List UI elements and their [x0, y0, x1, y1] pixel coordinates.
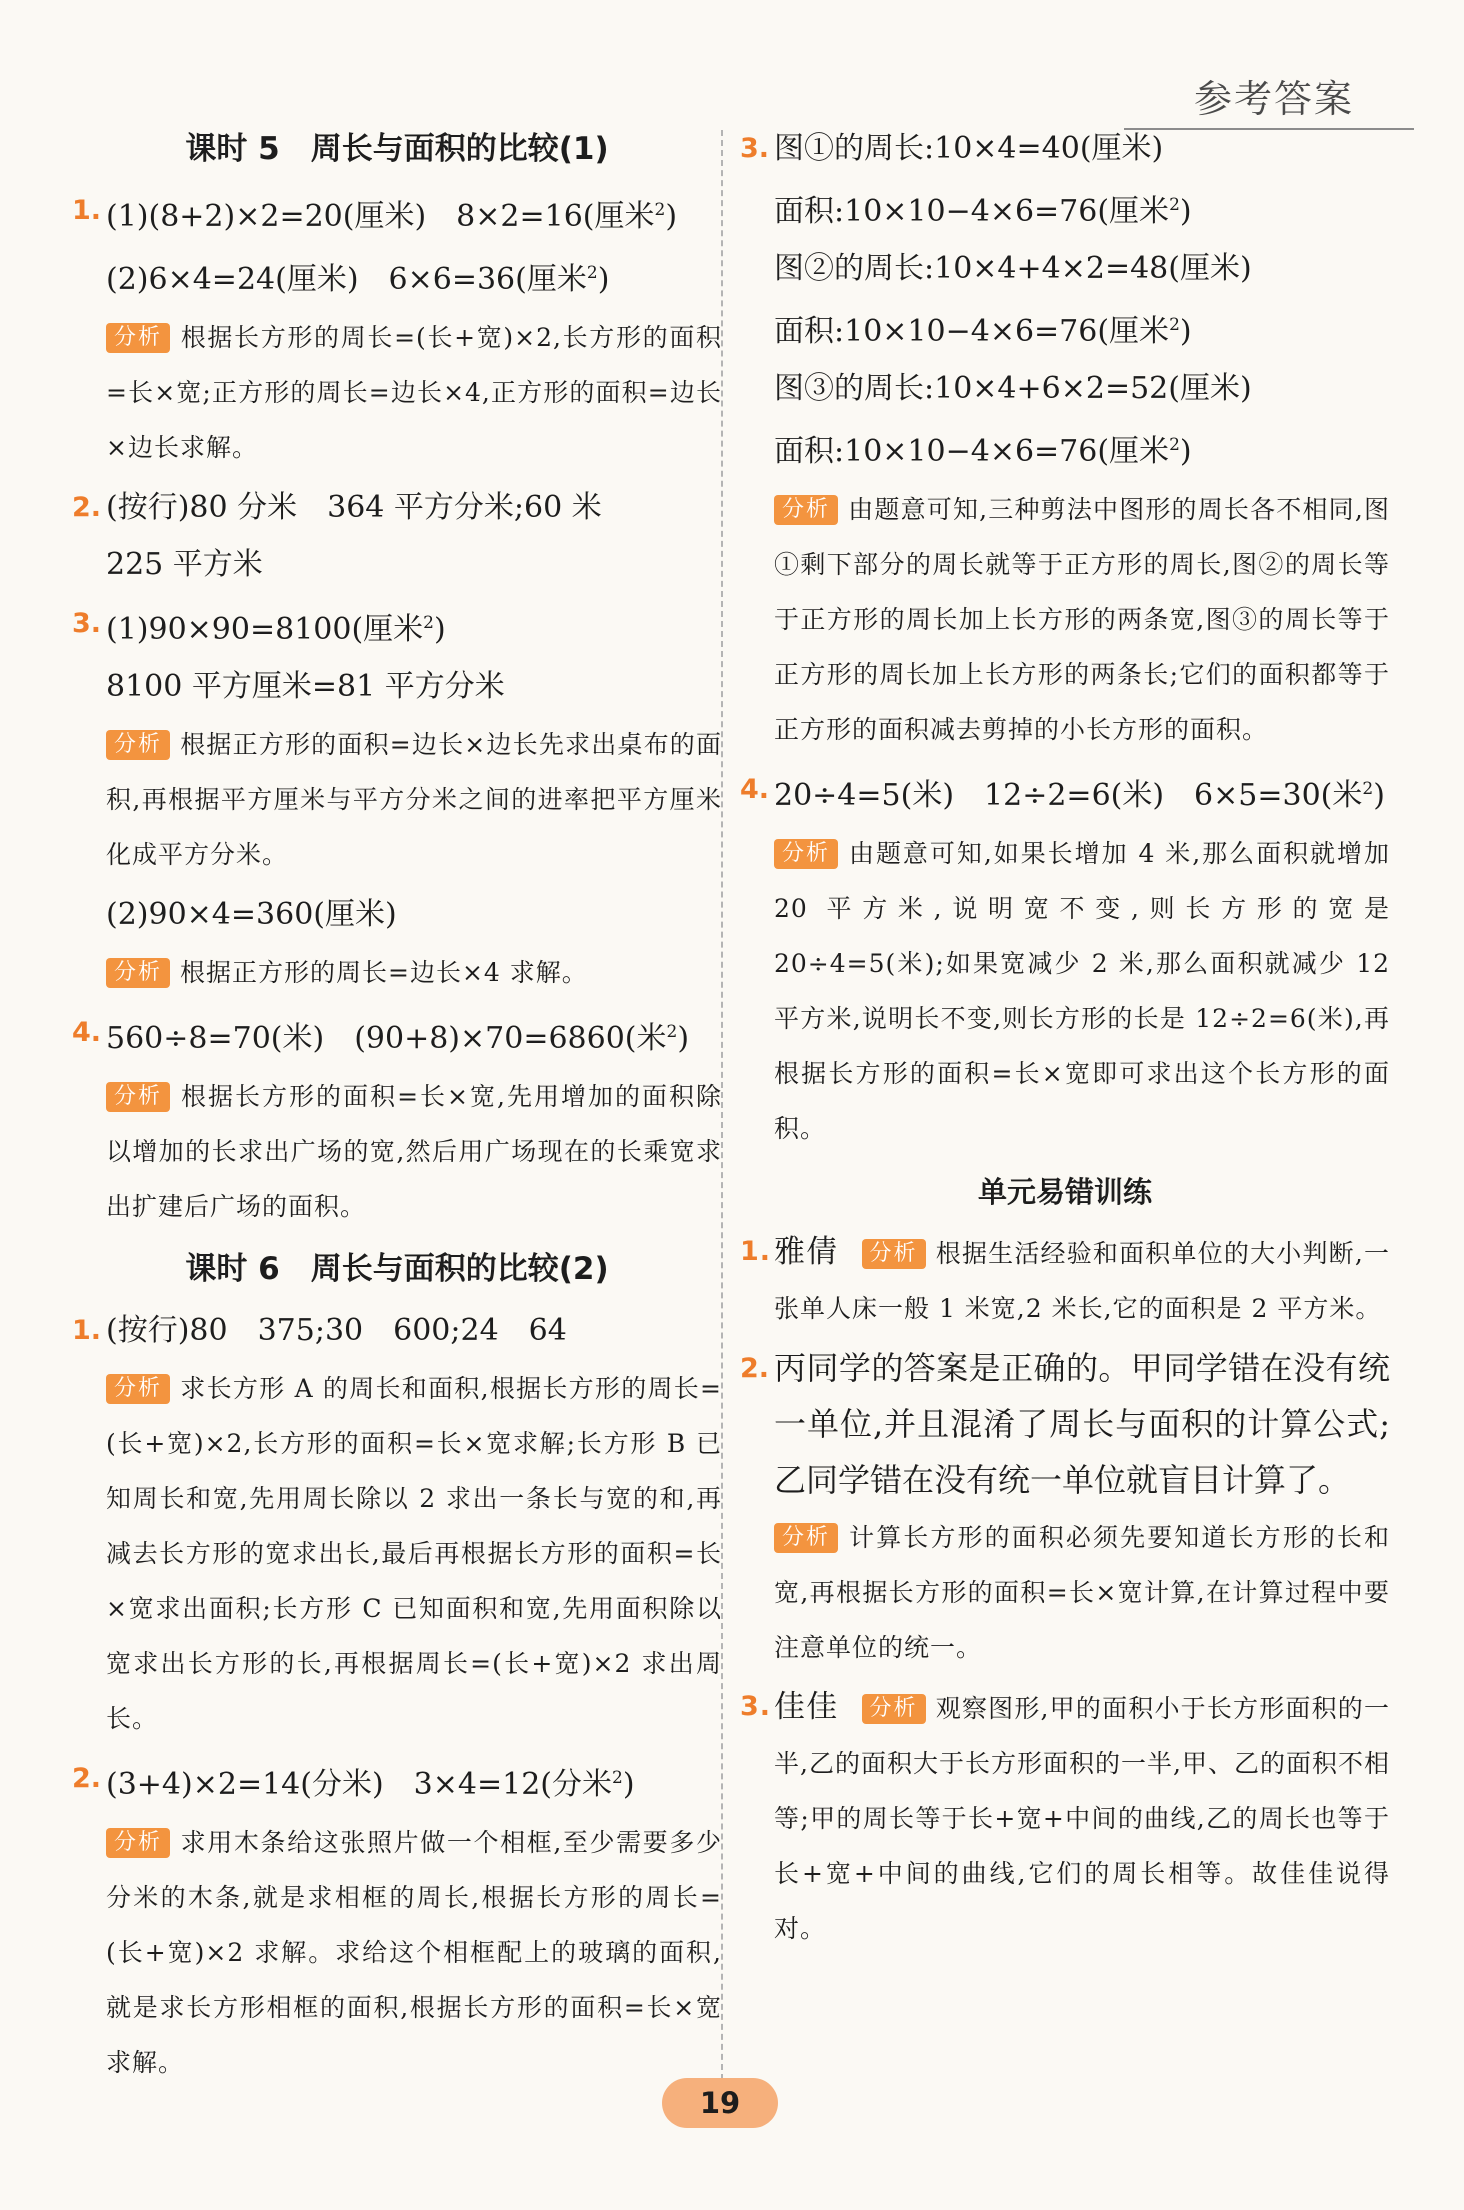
analysis-badge: 分析: [774, 839, 838, 869]
error-question-1: [740, 1224, 1390, 1336]
analysis-badge: 分析: [862, 1239, 926, 1269]
question-3-part-2: [72, 886, 722, 943]
analysis-text: 根据生活经验和面积单位的大小判断,一张单人床一般 1 米宽,2 米长,它的面积是 2 平方米。: [774, 1239, 1391, 1323]
analysis-text: 根据正方形的周长=边长×4 求解。: [180, 958, 588, 987]
question-1: [72, 182, 722, 308]
question-number: 1.: [72, 1315, 102, 1346]
answer-line: (按行)80 分米 364 平方分米;60 米: [106, 490, 602, 525]
analysis-text: 计算长方形的面积必须先要知道长方形的长和宽,再根据长方形的面积=长×宽计算,在计算过程中要注意单位的统一。: [774, 1523, 1390, 1662]
answer-line: 图②的周长:10×4+4×2=48(厘米): [774, 251, 1252, 286]
analysis-text: 根据长方形的周长=(长+宽)×2,长方形的面积=长×宽;正方形的周长=边长×4,正方形的面积=边长×边长求解。: [106, 323, 722, 462]
answer-line: (3+4)×2=14(分米) 3×4=12(分米$^2$): [106, 1767, 635, 1802]
analysis-badge: 分析: [106, 730, 170, 760]
analysis-block: [740, 482, 1390, 757]
question-number: 3.: [740, 133, 770, 164]
analysis-text: 观察图形,甲的面积小于长方形面积的一半,乙的面积大于长方形面积的一半,甲、乙的面积不相等;甲的周长等于长+宽+中间的曲线,乙的周长也等于长+宽+中间的曲线,它们的周长相等。故佳佳说得对。: [774, 1694, 1391, 1943]
analysis-badge: 分析: [106, 1082, 170, 1112]
answer-line: 560÷8=70(米) (90+8)×70=6860(米$^2$): [106, 1021, 690, 1056]
header-title: 参考答案: [1193, 77, 1354, 121]
error-question-3: [740, 1679, 1390, 1956]
answer-text: 丙同学的答案是正确的。甲同学错在没有统一单位,并且混淆了周长与面积的计算公式;乙同学错在没有统一单位就盲目计算了。: [774, 1349, 1390, 1499]
analysis-block: [72, 945, 722, 1000]
analysis-block: [740, 1510, 1390, 1675]
answer-line: 8100 平方厘米=81 平方分米: [106, 669, 505, 704]
question-2: [72, 479, 722, 593]
analysis-badge: 分析: [106, 1828, 170, 1858]
page-number: 19: [662, 2078, 778, 2128]
question-number: 4.: [740, 774, 770, 805]
question-4: [740, 761, 1390, 824]
question-number: 1.: [72, 195, 102, 226]
question-number: 2.: [72, 492, 102, 523]
analysis-badge: 分析: [862, 1694, 926, 1724]
answer-line: 图①的周长:10×4=40(厘米): [774, 131, 1164, 166]
analysis-block: [72, 310, 722, 475]
answer: 佳佳: [774, 1689, 839, 1725]
analysis-text: 根据正方形的面积=边长×边长先求出桌布的面积,再根据平方厘米与平方分米之间的进率把平方厘米化成平方分米。: [106, 730, 722, 869]
analysis-text: 求长方形 A 的周长和面积,根据长方形的周长=(长+宽)×2,长方形的面积=长×宽求解;长方形 B 已知周长和宽,先用周长除以 2 求出一条长与宽的和,再减去长方形的宽求出长,最后再根据长方形的面积=长×宽求出面积;长方形 C 已知面积和宽,先用面积除以宽求出长方形的长,再根据周长=(长+宽)×2 求出周长。: [106, 1374, 722, 1733]
analysis-text: 求用木条给这张照片做一个相框,至少需要多少分米的木条,就是求相框的周长,根据长方形的周长=(长+宽)×2 求解。求给这个相框配上的玻璃的面积,就是求长方形相框的面积,根据长方形的面积=长×宽求解。: [106, 1828, 722, 2077]
answer-line: (按行)80 375;30 600;24 64: [106, 1313, 567, 1348]
question-4: [72, 1004, 722, 1067]
lesson-6-title: 课时 6 周长与面积的比较(2): [185, 1251, 609, 1287]
answer-line: 面积:10×10−4×6=76(厘米$^2$): [774, 434, 1192, 469]
answer-line: (1)90×90=8100(厘米$^2$): [106, 612, 446, 647]
left-column: [72, 118, 722, 2094]
question-2: [72, 1750, 722, 1813]
analysis-text: 由题意可知,如果长增加 4 米,那么面积就增加 20 平方米,说明宽不变,则长方形的宽是 20÷4=5(米);如果宽减少 2 米,那么面积就减少 12 平方米,说明长不变,则长方形的长是 12÷2=6(米),再根据长方形的面积=长×宽即可求出这个长方形的面积。: [774, 839, 1390, 1143]
right-column: [740, 118, 1390, 1960]
question-number: 2.: [740, 1353, 770, 1384]
question-number: 3.: [740, 1691, 772, 1722]
analysis-block: [72, 1361, 722, 1746]
analysis-badge: 分析: [106, 1374, 170, 1404]
question-3: [72, 595, 722, 715]
analysis-block: [72, 717, 722, 882]
analysis-text: 根据长方形的面积=长×宽,先用增加的面积除以增加的长求出广场的宽,然后用广场现在的长乘宽求出扩建后广场的面积。: [106, 1082, 722, 1221]
question-number: 1.: [740, 1236, 772, 1267]
analysis-badge: 分析: [774, 1523, 838, 1553]
analysis-badge: 分析: [774, 495, 838, 525]
question-1: [72, 1302, 722, 1359]
answer-line: 面积:10×10−4×6=76(厘米$^2$): [774, 314, 1192, 349]
error-question-2: [740, 1340, 1390, 1508]
question-number: 2.: [72, 1763, 102, 1794]
answer-line: 图③的周长:10×4+6×2=52(厘米): [774, 371, 1252, 406]
question-number: 3.: [72, 608, 102, 639]
analysis-block: [740, 826, 1390, 1156]
question-3: [740, 120, 1390, 480]
answer-line: 20÷4=5(米) 12÷2=6(米) 6×5=30(米$^2$): [774, 778, 1385, 813]
answer-line: (1)(8+2)×2=20(厘米) 8×2=16(厘米$^2$): [106, 199, 678, 234]
answer: 雅倩: [774, 1234, 839, 1270]
analysis-block: [72, 1069, 722, 1234]
analysis-badge: 分析: [106, 958, 170, 988]
answer-line: (2)90×4=360(厘米): [106, 897, 397, 932]
answer-line: 面积:10×10−4×6=76(厘米$^2$): [774, 194, 1192, 229]
answer-line: (2)6×4=24(厘米) 6×6=36(厘米$^2$): [106, 262, 610, 297]
analysis-text: 由题意可知,三种剪法中图形的周长各不相同,图①剩下部分的周长就等于正方形的周长,图②的周长等于正方形的周长加上长方形的两条宽,图③的周长等于正方形的周长加上长方形的两条长;它们的面积都等于正方形的面积减去剪掉的小长方形的面积。: [774, 495, 1390, 744]
analysis-badge: 分析: [106, 323, 170, 353]
lesson-5-title: 课时 5 周长与面积的比较(1): [185, 131, 609, 167]
section-title: 单元易错训练: [977, 1175, 1152, 1209]
answer-line: 225 平方米: [106, 547, 263, 582]
question-number: 4.: [72, 1017, 102, 1048]
analysis-block: [72, 1815, 722, 2090]
